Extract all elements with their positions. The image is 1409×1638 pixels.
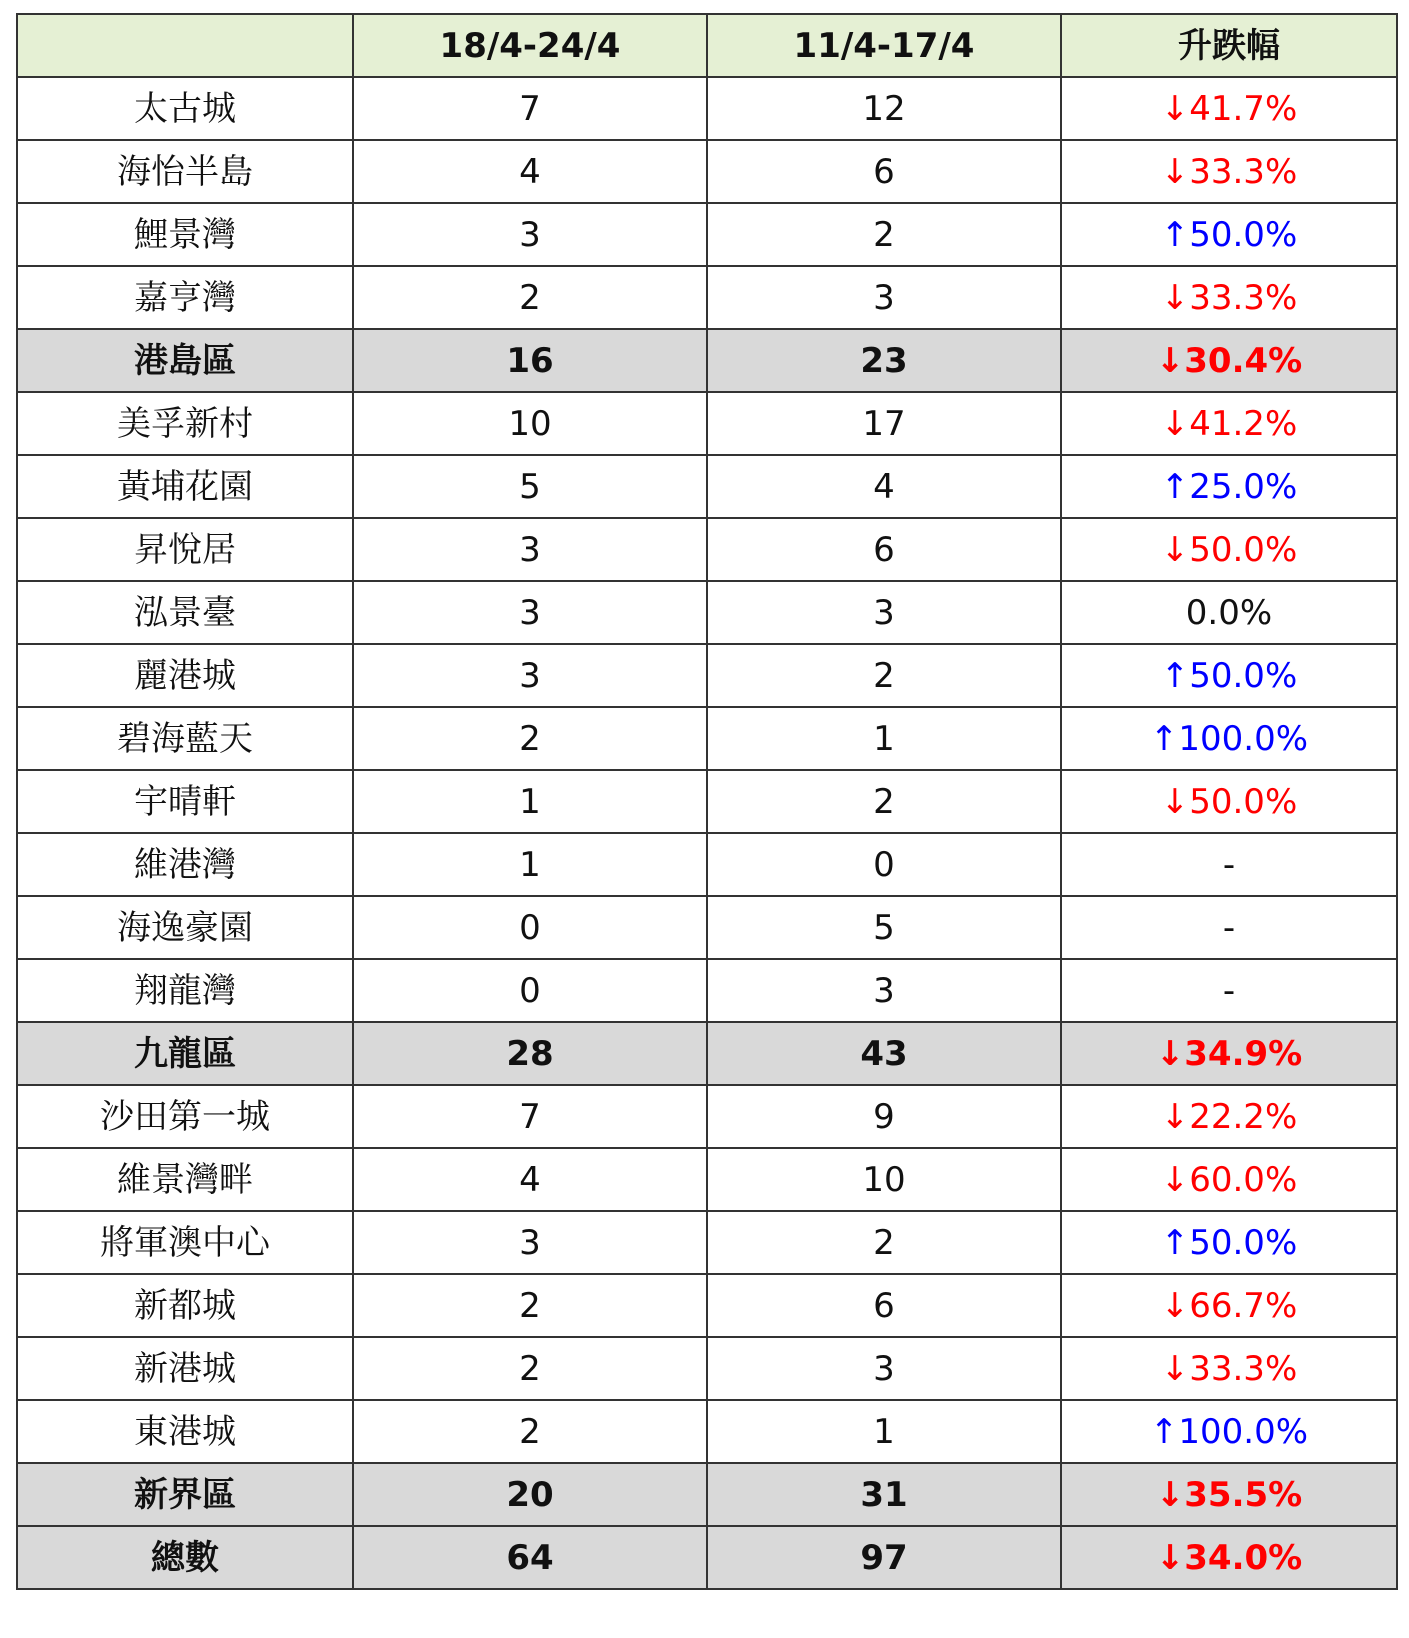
count-current-cell: 5 <box>353 455 707 518</box>
header-change: 升跌幅 <box>1061 14 1397 77</box>
count-current-cell: 2 <box>353 707 707 770</box>
count-previous-cell: 1 <box>707 707 1061 770</box>
count-previous-cell: 9 <box>707 1085 1061 1148</box>
change-cell: ↓34.0% <box>1061 1526 1397 1589</box>
count-previous-cell: 12 <box>707 77 1061 140</box>
table-row <box>17 644 1397 707</box>
estate-cell: 沙田第一城 <box>17 1085 353 1148</box>
count-current-cell: 2 <box>353 1274 707 1337</box>
count-current-cell: 0 <box>353 959 707 1022</box>
estate-cell: 宇晴軒 <box>17 770 353 833</box>
change-cell: ↓33.3% <box>1061 1337 1397 1400</box>
count-previous-cell: 6 <box>707 140 1061 203</box>
table-row <box>17 1274 1397 1337</box>
count-current-cell: 4 <box>353 1148 707 1211</box>
table-row <box>17 581 1397 644</box>
table-row <box>17 896 1397 959</box>
table-row <box>17 455 1397 518</box>
estate-cell: 將軍澳中心 <box>17 1211 353 1274</box>
subtotal-row <box>17 329 1397 392</box>
table-row <box>17 707 1397 770</box>
estate-cell: 維港灣 <box>17 833 353 896</box>
estate-cell: 麗港城 <box>17 644 353 707</box>
table-row <box>17 518 1397 581</box>
estate-cell: 九龍區 <box>17 1022 353 1085</box>
estate-cell: 新港城 <box>17 1337 353 1400</box>
change-cell: 0.0% <box>1061 581 1397 644</box>
change-cell: ↑100.0% <box>1061 1400 1397 1463</box>
change-cell: ↓60.0% <box>1061 1148 1397 1211</box>
estate-cell: 美孚新村 <box>17 392 353 455</box>
header-week-current: 18/4-24/4 <box>353 14 707 77</box>
count-previous-cell: 6 <box>707 1274 1061 1337</box>
header-row <box>17 14 1397 77</box>
count-previous-cell: 17 <box>707 392 1061 455</box>
count-current-cell: 0 <box>353 896 707 959</box>
estate-cell: 黃埔花園 <box>17 455 353 518</box>
count-current-cell: 1 <box>353 770 707 833</box>
count-current-cell: 3 <box>353 518 707 581</box>
count-previous-cell: 3 <box>707 581 1061 644</box>
count-current-cell: 4 <box>353 140 707 203</box>
estate-cell: 海逸豪園 <box>17 896 353 959</box>
change-cell: ↓30.4% <box>1061 329 1397 392</box>
change-cell: ↑50.0% <box>1061 203 1397 266</box>
estate-cell: 新都城 <box>17 1274 353 1337</box>
count-current-cell: 7 <box>353 77 707 140</box>
change-cell: ↑100.0% <box>1061 707 1397 770</box>
table-row <box>17 833 1397 896</box>
count-current-cell: 3 <box>353 203 707 266</box>
change-cell: ↓41.7% <box>1061 77 1397 140</box>
count-previous-cell: 3 <box>707 959 1061 1022</box>
change-cell: ↓33.3% <box>1061 140 1397 203</box>
change-cell: - <box>1061 959 1397 1022</box>
table-row <box>17 1400 1397 1463</box>
change-cell: ↑25.0% <box>1061 455 1397 518</box>
change-cell: ↓50.0% <box>1061 518 1397 581</box>
table-row <box>17 1211 1397 1274</box>
change-cell: ↓35.5% <box>1061 1463 1397 1526</box>
table-row <box>17 203 1397 266</box>
count-current-cell: 2 <box>353 1337 707 1400</box>
count-current-cell: 16 <box>353 329 707 392</box>
count-previous-cell: 10 <box>707 1148 1061 1211</box>
table-row <box>17 770 1397 833</box>
header-week-previous: 11/4-17/4 <box>707 14 1061 77</box>
table-row <box>17 1085 1397 1148</box>
change-cell: ↓50.0% <box>1061 770 1397 833</box>
count-previous-cell: 43 <box>707 1022 1061 1085</box>
count-previous-cell: 1 <box>707 1400 1061 1463</box>
count-previous-cell: 31 <box>707 1463 1061 1526</box>
estate-cell: 鯉景灣 <box>17 203 353 266</box>
count-current-cell: 3 <box>353 644 707 707</box>
change-cell: ↓22.2% <box>1061 1085 1397 1148</box>
count-current-cell: 1 <box>353 833 707 896</box>
count-current-cell: 7 <box>353 1085 707 1148</box>
count-previous-cell: 5 <box>707 896 1061 959</box>
change-cell: ↑50.0% <box>1061 1211 1397 1274</box>
change-cell: ↑50.0% <box>1061 644 1397 707</box>
table-row <box>17 266 1397 329</box>
count-previous-cell: 2 <box>707 203 1061 266</box>
estate-cell: 泓景臺 <box>17 581 353 644</box>
estate-cell: 東港城 <box>17 1400 353 1463</box>
estate-cell: 嘉亨灣 <box>17 266 353 329</box>
estate-cell: 太古城 <box>17 77 353 140</box>
count-current-cell: 64 <box>353 1526 707 1589</box>
table-row <box>17 959 1397 1022</box>
estate-cell: 總數 <box>17 1526 353 1589</box>
estate-cell: 新界區 <box>17 1463 353 1526</box>
table-row <box>17 77 1397 140</box>
change-cell: ↓41.2% <box>1061 392 1397 455</box>
estate-cell: 海怡半島 <box>17 140 353 203</box>
change-cell: ↓66.7% <box>1061 1274 1397 1337</box>
table-row <box>17 1337 1397 1400</box>
count-previous-cell: 97 <box>707 1526 1061 1589</box>
change-cell: ↓34.9% <box>1061 1022 1397 1085</box>
subtotal-row <box>17 1463 1397 1526</box>
count-previous-cell: 3 <box>707 266 1061 329</box>
count-current-cell: 2 <box>353 1400 707 1463</box>
change-cell: - <box>1061 833 1397 896</box>
estate-cell: 港島區 <box>17 329 353 392</box>
count-previous-cell: 2 <box>707 644 1061 707</box>
subtotal-row <box>17 1526 1397 1589</box>
header-estate <box>17 14 353 77</box>
table-row <box>17 392 1397 455</box>
count-current-cell: 28 <box>353 1022 707 1085</box>
count-previous-cell: 2 <box>707 1211 1061 1274</box>
subtotal-row <box>17 1022 1397 1085</box>
transaction-table <box>16 13 1398 1590</box>
count-previous-cell: 6 <box>707 518 1061 581</box>
estate-cell: 翔龍灣 <box>17 959 353 1022</box>
estate-cell: 昇悅居 <box>17 518 353 581</box>
change-cell: ↓33.3% <box>1061 266 1397 329</box>
count-previous-cell: 2 <box>707 770 1061 833</box>
count-previous-cell: 23 <box>707 329 1061 392</box>
count-previous-cell: 3 <box>707 1337 1061 1400</box>
table-row <box>17 140 1397 203</box>
table-body <box>17 77 1397 1589</box>
table-row <box>17 1148 1397 1211</box>
count-current-cell: 20 <box>353 1463 707 1526</box>
count-previous-cell: 0 <box>707 833 1061 896</box>
estate-cell: 碧海藍天 <box>17 707 353 770</box>
count-current-cell: 10 <box>353 392 707 455</box>
change-cell: - <box>1061 896 1397 959</box>
count-previous-cell: 4 <box>707 455 1061 518</box>
count-current-cell: 2 <box>353 266 707 329</box>
count-current-cell: 3 <box>353 581 707 644</box>
estate-cell: 維景灣畔 <box>17 1148 353 1211</box>
count-current-cell: 3 <box>353 1211 707 1274</box>
